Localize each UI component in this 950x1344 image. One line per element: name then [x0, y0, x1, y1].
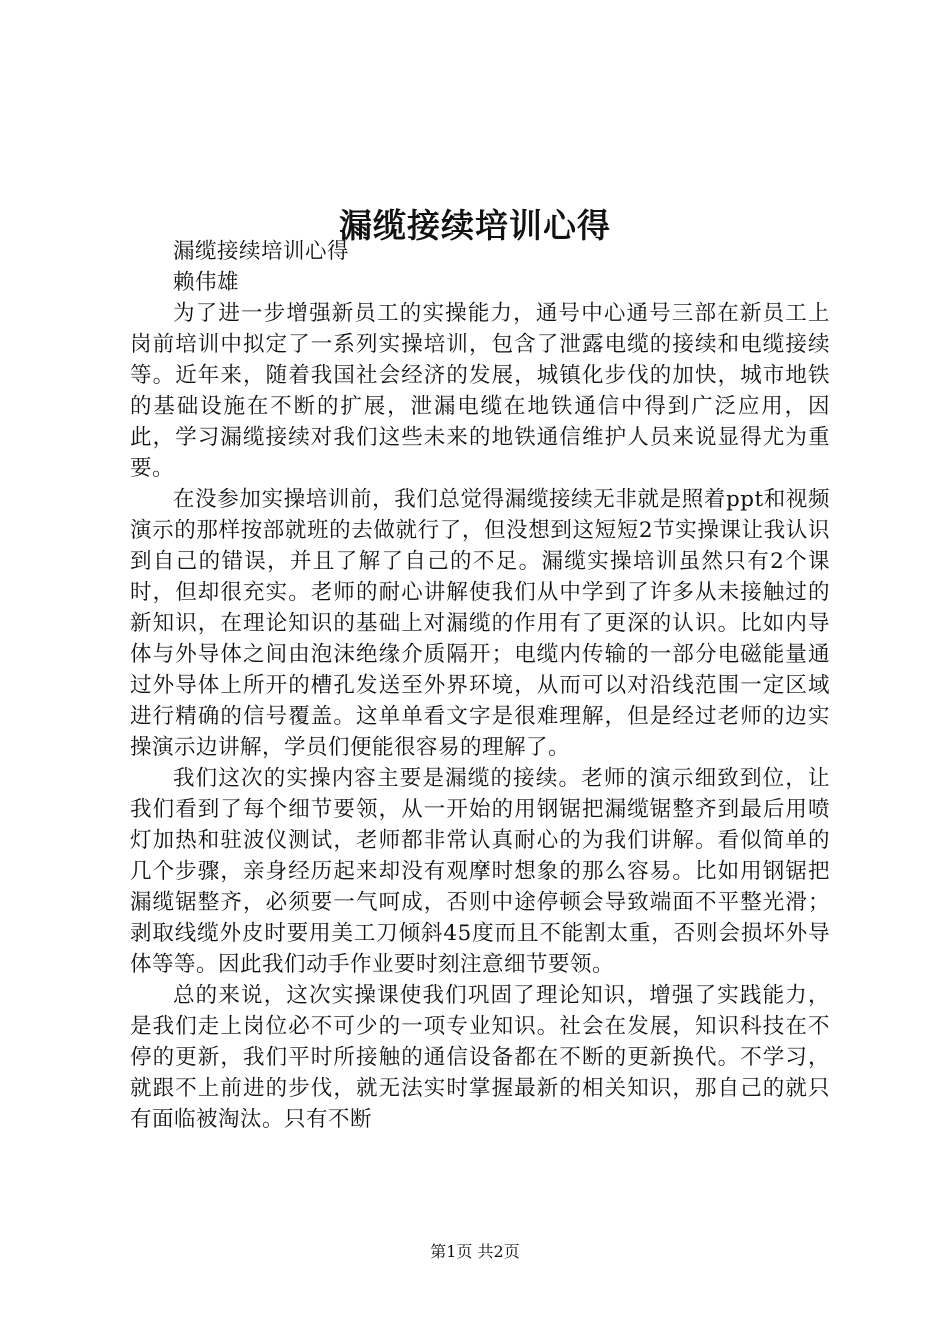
document-body [130, 236, 830, 1135]
document-title: 漏缆接续培训心得 [339, 206, 611, 246]
page-number-footer: 第1页 共2页 [430, 1242, 520, 1261]
subtitle-line: 漏缆接续培训心得 [173, 239, 350, 264]
paragraph-3: 我们这次的实操内容主要是漏缆的接续。老师的演示细致到位，让我们看到了每个细节要领，从一开始的用钢锯把漏缆锯整齐到最后用喷灯加热和驻波仪测试，老师都非常认真耐心的为我们讲解。看似简单的几个步骤，亲身经历起来却没有观摩时想象的那么容易。比如用钢锯把漏缆锯整齐，必须要一气呵成，否则中途停顿会导致端面不平整光滑；剥取线缆外皮时要用美工刀倾斜45度而且不能割太重，否则会损坏外导体等等。因此我们动手作业要时刻注意细节要领。 [130, 766, 830, 977]
paragraph-4: 总的来说，这次实操课使我们巩固了理论知识，增强了实践能力，是我们走上岗位必不可少的一项专业知识。社会在发展，知识科技在不停的更新，我们平时所接触的通信设备都在不断的更新换代。不学习，就跟不上前进的步伐，就无法实时掌握最新的相关知识，那自己的就只有面临被淘汰。只有不断 [130, 983, 830, 1132]
paragraph-1: 为了进一步增强新员工的实操能力，通号中心通号三部在新员工上岗前培训中拟定了一系列实操培训，包含了泄露电缆的接续和电缆接续等。近年来，随着我国社会经济的发展，城镇化步伐的加快，城市地铁的基础设施在不断的扩展，泄漏电缆在地铁通信中得到广泛应用，因此，学习漏缆接续对我们这些未来的地铁通信维护人员来说显得尤为重要。 [130, 301, 830, 481]
author-line: 赖伟雄 [173, 270, 240, 295]
paragraph-2: 在没参加实操培训前，我们总觉得漏缆接续无非就是照着ppt和视频演示的那样按部就班的去做就行了，但没想到这短短2节实操课让我认识到自己的错误，并且了解了自己的不足。漏缆实操培训虽然只有2个课时，但却很充实。老师的耐心讲解使我们从中学到了许多从未接触过的新知识，在理论知识的基础上对漏缆的作用有了更深的认识。比如内导体与外导体之间由泡沫绝缘介质隔开；电缆内传输的一部分电磁能量通过外导体上所开的槽孔发送至外界环境，从而可以对沿线范围一定区域进行精确的信号覆盖。这单单看文字是很难理解，但是经过老师的边实操演示边讲解，学员们便能很容易的理解了。 [130, 487, 830, 760]
